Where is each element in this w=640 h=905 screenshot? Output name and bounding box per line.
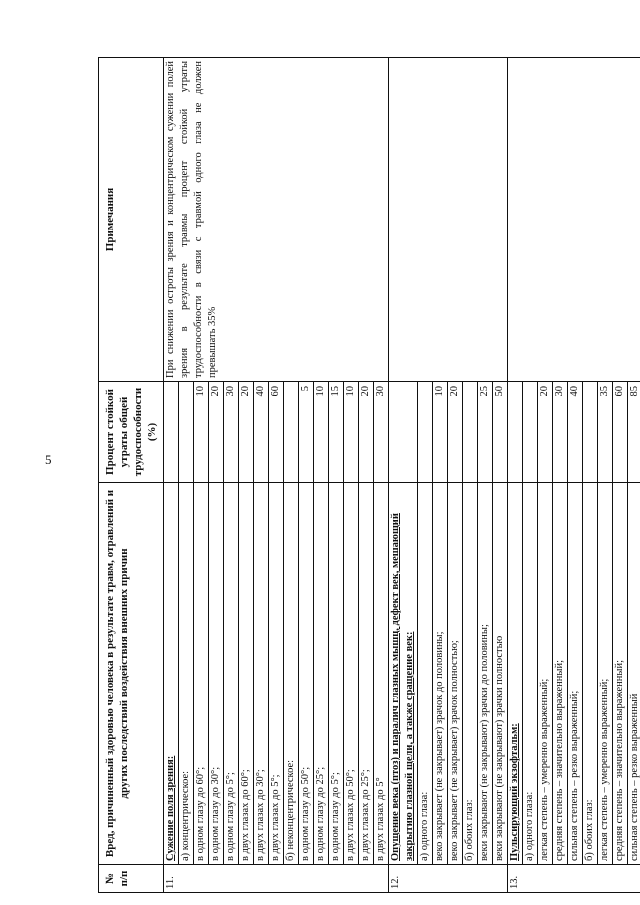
header-harm: Вред, причиненный здоровью человека в результате травм, отравлений и других последствий воздействия внешних причин (99, 483, 164, 865)
row-percent: 40 (254, 382, 269, 483)
section-title: Пульсирующий экзофтальм: (508, 483, 523, 865)
row-text: в двух глазах до 30°; (254, 483, 269, 865)
row-percent: 20 (209, 382, 224, 483)
row-text: б) обоих глаз: (583, 483, 598, 865)
row-text: сильная степень – резко выраженный (628, 483, 640, 865)
section-title-row (508, 58, 523, 893)
row-text: в одном глазу до 60°; (194, 483, 209, 865)
row-text: а) одного глаза: (523, 483, 538, 865)
row-text: веко закрывает (не закрывает) зрачок до половины; (433, 483, 448, 865)
row-percent: 10 (314, 382, 329, 483)
row-text: а) одного глаза: (418, 483, 433, 865)
row-text: легкая степень – умеренно выраженный; (598, 483, 613, 865)
row-percent: 20 (359, 382, 374, 483)
row-text: в двух глазах до 5° (374, 483, 389, 865)
section-title-row (389, 58, 418, 893)
section-title-row (164, 58, 179, 893)
row-text: средняя степень – значительно выраженный; (613, 483, 628, 865)
row-percent: 85 (628, 382, 640, 483)
row-text: в двух глазах до 25°; (359, 483, 374, 865)
row-text: б) неконцентрическое: (284, 483, 299, 865)
header-percent: Процент стойкой утраты общей трудоспособности (%) (99, 382, 164, 483)
row-percent (523, 382, 538, 483)
row-text: легкая степень – умеренно выраженный; (538, 483, 553, 865)
injury-table (98, 57, 640, 893)
row-text: в двух глазах до 60°; (239, 483, 254, 865)
row-percent: 20 (538, 382, 553, 483)
row-percent: 35 (598, 382, 613, 483)
row-percent: 10 (344, 382, 359, 483)
row-percent: 50 (493, 382, 508, 483)
row-percent: 30 (553, 382, 568, 483)
row-percent: 10 (194, 382, 209, 483)
row-percent (418, 382, 433, 483)
row-percent (179, 382, 194, 483)
section-number: 11. (164, 865, 389, 893)
row-text: б) обоих глаз: (463, 483, 478, 865)
percent-cell (508, 382, 523, 483)
header-notes: Примечания (99, 58, 164, 382)
table-body (164, 58, 640, 893)
row-percent (463, 382, 478, 483)
section-number: 13. (508, 865, 640, 893)
row-text: в одном глазу до 25°; (314, 483, 329, 865)
row-text: веко закрывает (не закрывает) зрачок полностью; (448, 483, 463, 865)
row-percent: 60 (613, 382, 628, 483)
row-percent (284, 382, 299, 483)
row-text: средняя степень – значительно выраженный; (553, 483, 568, 865)
row-percent: 30 (374, 382, 389, 483)
row-percent: 20 (239, 382, 254, 483)
row-text: сильная степень – резко выраженный; (568, 483, 583, 865)
rotated-table-container (98, 58, 640, 893)
row-percent: 60 (269, 382, 284, 483)
row-text: в двух глазах до 5°; (269, 483, 284, 865)
row-percent: 20 (448, 382, 463, 483)
header-row (99, 58, 164, 893)
row-percent: 10 (433, 382, 448, 483)
row-text: веки закрывают (не закрывают) зрачки до половины; (478, 483, 493, 865)
header-num: № п/п (99, 865, 164, 893)
row-percent: 5 (299, 382, 314, 483)
row-text: в одном глазу до 30°; (209, 483, 224, 865)
row-text: в двух глазах до 50°; (344, 483, 359, 865)
section-number: 12. (389, 865, 508, 893)
section-title: Сужение поля зрения: (164, 483, 179, 865)
page-number: 5 (45, 452, 52, 467)
row-text: веки закрывают (не закрывают) зрачки полностью (493, 483, 508, 865)
section-note (389, 58, 508, 382)
row-percent: 15 (329, 382, 344, 483)
percent-cell (389, 382, 418, 483)
row-percent: 25 (478, 382, 493, 483)
row-text: в одном глазу до 50°; (299, 483, 314, 865)
row-percent (583, 382, 598, 483)
row-percent: 40 (568, 382, 583, 483)
section-title: Опущение века (птоз) и паралич глазных мышц, дефект век, мешающий закрытию глазной щели, а также сращение век: (389, 483, 418, 865)
row-text: в одном глазу до 5°; (224, 483, 239, 865)
row-text: а) концентрическое: (179, 483, 194, 865)
row-percent: 30 (224, 382, 239, 483)
section-note: При снижении остроты зрения и концентрическом сужении полей зрения в результате травмы процент стойкой утраты трудоспособности в связи с травмой одного глаза не должен превышать 35% (164, 58, 389, 382)
percent-cell (164, 382, 179, 483)
row-text: в одном глазу до 5°; (329, 483, 344, 865)
section-note (508, 58, 640, 382)
